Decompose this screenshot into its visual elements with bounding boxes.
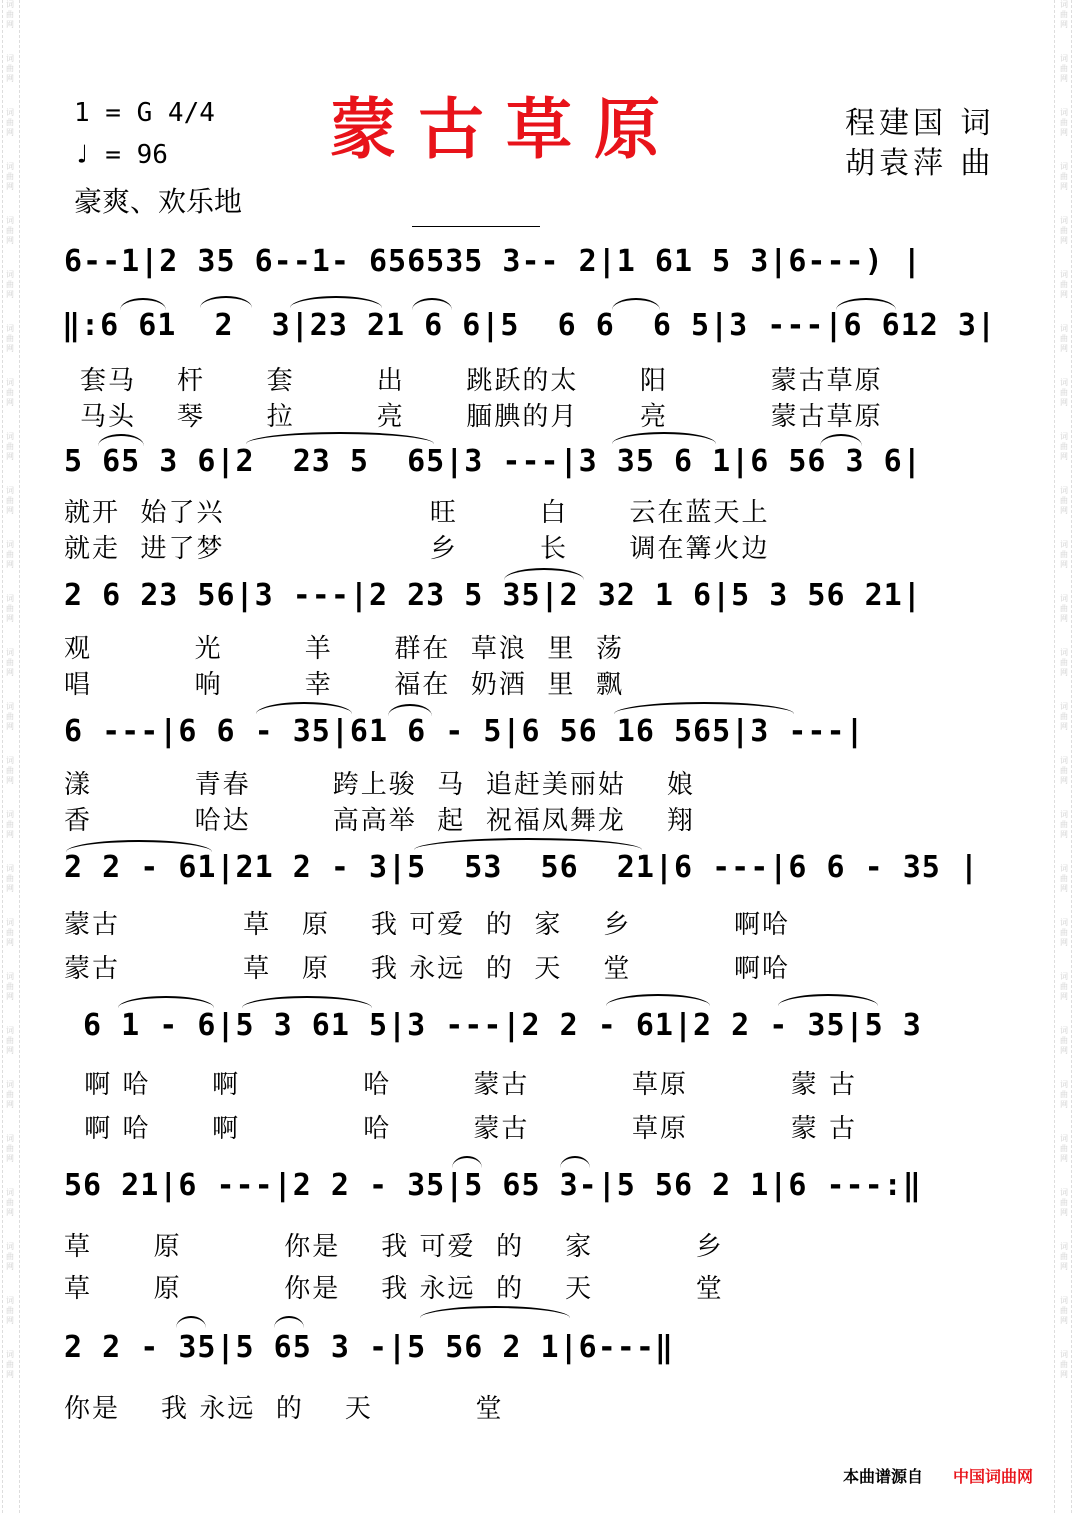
watermark-text: 词 曲 网 bbox=[1060, 972, 1068, 1001]
watermark-text: 词 曲 网 bbox=[1060, 1188, 1068, 1217]
slur bbox=[452, 1156, 482, 1168]
watermark-text: 词 曲 网 bbox=[6, 1134, 14, 1163]
slur bbox=[118, 996, 214, 1008]
watermark-text: 词 曲 网 bbox=[6, 108, 14, 137]
watermark-text: 词 曲 网 bbox=[1060, 432, 1068, 461]
watermark-text: 词 曲 网 bbox=[6, 1296, 14, 1325]
watermark-text: 词 曲 网 bbox=[6, 1242, 14, 1271]
watermark-text: 词 曲 网 bbox=[1060, 648, 1068, 677]
watermark-text: 词 曲 网 bbox=[1060, 918, 1068, 947]
lyrics-line-3-verse-2: 就走 进了梦 乡 长 调在篝火边 bbox=[64, 534, 770, 564]
slur bbox=[242, 996, 372, 1008]
source-label: 本曲谱源自 bbox=[843, 1467, 924, 1486]
slur bbox=[504, 568, 584, 580]
watermark-text: 词 曲 网 bbox=[1060, 1134, 1068, 1163]
composer-credit: 胡袁萍 曲 bbox=[845, 146, 995, 181]
watermark-text: 词 曲 网 bbox=[1060, 324, 1068, 353]
watermark-text: 词 曲 网 bbox=[6, 918, 14, 947]
watermark-text: 词 曲 网 bbox=[1060, 1026, 1068, 1055]
watermark-text: 词 曲 网 bbox=[6, 54, 14, 83]
watermark-text: 词 曲 网 bbox=[1060, 216, 1068, 245]
watermark-text: 词 曲 网 bbox=[6, 972, 14, 1001]
watermark-text: 词 曲 网 bbox=[1060, 0, 1068, 29]
music-line-6: 2 2 - 61|21 2 - 3|5 53 56 21|6 ---|6 6 - 35 | bbox=[64, 850, 979, 885]
slur bbox=[612, 298, 660, 310]
watermark-text: 词 曲 网 bbox=[1060, 864, 1068, 893]
song-title: 蒙古草原 bbox=[330, 91, 682, 168]
lyrics-line-5-verse-1: 漾 青春 跨上骏 马 追赶美丽姑 娘 bbox=[64, 770, 695, 800]
slur bbox=[414, 838, 642, 850]
watermark-text: 词 曲 网 bbox=[1060, 1080, 1068, 1109]
music-line-5: 6 ---|6 6 - 35|61 6 - 5|6 56 16 565|3 ---| bbox=[64, 714, 865, 749]
watermark-text: 词 曲 网 bbox=[1060, 810, 1068, 839]
watermark-text: 词 曲 网 bbox=[1060, 594, 1068, 623]
lyrics-line-4-verse-1: 观 光 羊 群在 草浪 里 荡 bbox=[64, 634, 624, 664]
watermark-text: 词 曲 网 bbox=[1060, 702, 1068, 731]
expression-marking: 豪爽、欢乐地 bbox=[74, 185, 243, 218]
lyrics-line-8-verse-2: 草 原 你是 我 永远 的 天 堂 bbox=[64, 1274, 724, 1304]
lyrics-line-7-verse-1: 啊 哈 啊 哈 蒙古 草原 蒙 古 bbox=[74, 1070, 857, 1100]
site-name-link[interactable]: 中国词曲网 bbox=[953, 1467, 1034, 1486]
watermark-text: 词 曲 网 bbox=[6, 594, 14, 623]
music-line-1: 6--1|2 35 6--1- 656535 3-- 2|1 61 5 3|6---) | bbox=[64, 244, 922, 279]
watermark-text: 词 曲 网 bbox=[6, 1188, 14, 1217]
music-line-9: 2 2 - 35|5 65 3 -|5 56 2 1|6---‖ bbox=[64, 1330, 674, 1365]
slur bbox=[246, 432, 434, 444]
slur bbox=[176, 1316, 206, 1328]
watermark-text: 词 曲 网 bbox=[6, 1350, 14, 1379]
slur bbox=[778, 994, 878, 1006]
lyrics-line-8-verse-1: 草 原 你是 我 可爱 的 家 乡 bbox=[64, 1232, 724, 1262]
slur bbox=[412, 298, 452, 310]
lyrics-line-4-verse-2: 唱 响 幸 福在 奶酒 里 飘 bbox=[64, 670, 624, 700]
lyrics-line-7-verse-2: 啊 哈 啊 哈 蒙古 草原 蒙 古 bbox=[74, 1114, 857, 1144]
watermark-text: 词 曲 网 bbox=[6, 324, 14, 353]
lyrics-line-3-verse-1: 就开 始了兴 旺 白 云在蓝天上 bbox=[64, 498, 770, 528]
slur bbox=[836, 298, 896, 310]
watermark-text: 词 曲 网 bbox=[6, 648, 14, 677]
slur bbox=[200, 296, 252, 308]
lyrics-line-2-verse-2: 马头 琴 拉 亮 腼腆的月 亮 蒙古草原 bbox=[80, 402, 883, 432]
watermark-text: 词 曲 网 bbox=[1060, 162, 1068, 191]
watermark-text: 词 曲 网 bbox=[6, 270, 14, 299]
key-signature: 1 = G 4/4 bbox=[74, 98, 215, 128]
slur bbox=[606, 994, 710, 1006]
watermark-text: 词 曲 网 bbox=[1060, 486, 1068, 515]
watermark-text: 词 曲 网 bbox=[1060, 270, 1068, 299]
lyrics-line-5-verse-2: 香 哈达 高高举 起 祝福凤舞龙 翔 bbox=[64, 806, 695, 836]
watermark-text: 词 曲 网 bbox=[6, 432, 14, 461]
music-line-3: 5 65 3 6|2 23 5 65|3 ---|3 35 6 1|6 56 3 6| bbox=[64, 444, 922, 479]
watermark-text: 词 曲 网 bbox=[6, 0, 14, 29]
watermark-text: 词 曲 网 bbox=[6, 540, 14, 569]
slur bbox=[98, 434, 144, 446]
lyricist-credit: 程建国 词 bbox=[845, 106, 995, 141]
left-watermark bbox=[2, 0, 18, 1513]
watermark-text: 词 曲 网 bbox=[6, 378, 14, 407]
tempo-marking: ♩ = 96 bbox=[74, 140, 168, 170]
lyrics-line-9: 你是 我 永远 的 天 堂 bbox=[64, 1394, 504, 1424]
slur bbox=[274, 1316, 304, 1328]
watermark-text: 词 曲 网 bbox=[6, 486, 14, 515]
slur bbox=[290, 296, 382, 308]
watermark-text: 词 曲 网 bbox=[1060, 540, 1068, 569]
watermark-text: 词 曲 网 bbox=[1060, 1242, 1068, 1271]
slur bbox=[256, 702, 352, 714]
tuplet-bracket bbox=[412, 226, 540, 227]
watermark-text: 词 曲 网 bbox=[6, 864, 14, 893]
lyrics-line-6-verse-1: 蒙古 草 原 我 可爱 的 家 乡 啊哈 bbox=[64, 910, 791, 940]
slur bbox=[560, 1156, 590, 1168]
watermark-text: 词 曲 网 bbox=[1060, 378, 1068, 407]
slur bbox=[66, 840, 212, 852]
music-line-4: 2 6 23 56|3 ---|2 23 5 35|2 32 1 6|5 3 56 21| bbox=[64, 578, 922, 613]
watermark-text: 词 曲 网 bbox=[6, 162, 14, 191]
watermark-text: 词 曲 网 bbox=[1060, 756, 1068, 785]
music-line-7: 6 1 - 6|5 3 61 5|3 ---|2 2 - 61|2 2 - 35|5 3 bbox=[64, 1008, 922, 1043]
slur bbox=[120, 298, 166, 310]
right-watermark bbox=[1056, 0, 1072, 1513]
watermark-text: 词 曲 网 bbox=[1060, 1350, 1068, 1379]
slur bbox=[420, 1306, 570, 1318]
lyrics-line-2-verse-1: 套马 杆 套 出 跳跃的太 阳 蒙古草原 bbox=[80, 366, 883, 396]
slur bbox=[388, 704, 432, 716]
lyrics-line-6-verse-2: 蒙古 草 原 我 永远 的 天 堂 啊哈 bbox=[64, 954, 791, 984]
watermark-text: 词 曲 网 bbox=[1060, 54, 1068, 83]
watermark-text: 词 曲 网 bbox=[1060, 1296, 1068, 1325]
slur bbox=[820, 434, 862, 446]
watermark-text: 词 曲 网 bbox=[6, 1026, 14, 1055]
watermark-text: 词 曲 网 bbox=[6, 216, 14, 245]
watermark-text: 词 曲 网 bbox=[6, 756, 14, 785]
slur bbox=[612, 432, 716, 444]
slur bbox=[614, 702, 794, 714]
music-line-8: 56 21|6 ---|2 2 - 35|5 65 3-|5 56 2 1|6 ---:‖ bbox=[64, 1168, 922, 1203]
watermark-text: 词 曲 网 bbox=[6, 1080, 14, 1109]
watermark-text: 词 曲 网 bbox=[6, 810, 14, 839]
music-line-2: ‖:6 61 2 3|23 21 6 6|5 6 6 6 5|3 ---|6 612 3| bbox=[62, 308, 997, 343]
watermark-text: 词 曲 网 bbox=[6, 702, 14, 731]
watermark-text: 词 曲 网 bbox=[1060, 108, 1068, 137]
